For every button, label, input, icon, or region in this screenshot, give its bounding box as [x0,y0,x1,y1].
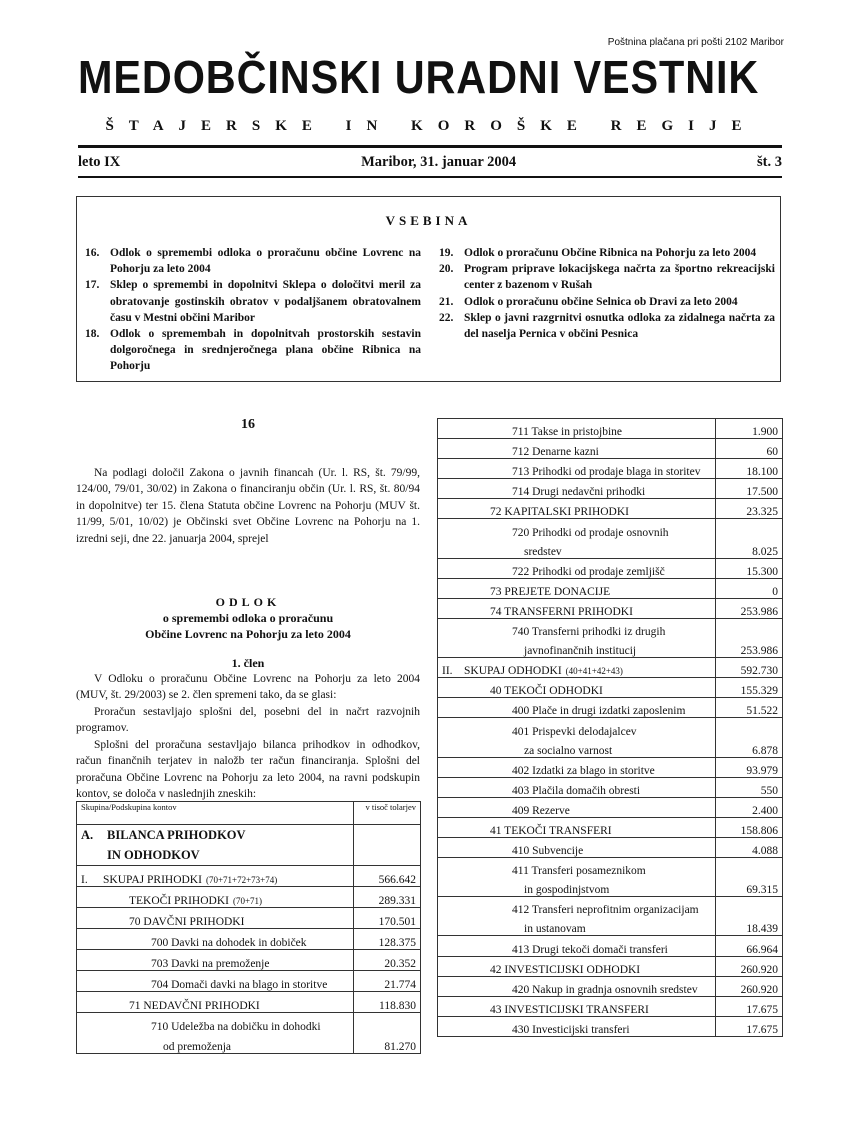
paragraph-3: Splošni del proračuna sestavljajo bilanca prihodkov in odhodkov, račun finančnih terjatev in naložb ter račun financiranja. Splošni del proračuna Občine Lovrenc na Pohorju za leto 2004, na ravni podskupin kontov, se določa v naslednjih zneskih: [76,739,420,801]
row-label-text: sredstev [524,545,562,558]
table-row [438,658,783,678]
row-value: 253.986 [716,638,783,658]
row-label [464,996,716,1016]
table-of-contents [76,196,781,382]
row-label [464,618,716,638]
row-formula: (70+71) [232,896,263,906]
paragraph-1: V Odloku o proračunu Občine Lovrenc na Pohorju za leto 2004 (MUV, št. 29/2003) se 2. člen spremeni tako, da se glasi: [76,673,420,702]
row-label-text: 410 Subvencije [512,845,584,858]
row-number [438,698,465,718]
row-label [103,929,354,950]
table-row [438,858,783,878]
table-row [77,1033,421,1054]
row-value: 15.300 [716,558,783,578]
row-label-text: 722 Prihodki od prodaje zemljišč [512,565,665,578]
table-row [438,976,783,996]
row-label [464,519,716,539]
table-row [438,598,783,618]
table-row [438,738,783,758]
row-formula: (70+71+72+73+74) [205,875,278,885]
table-row [438,558,783,578]
row-label [464,976,716,996]
table-row [438,718,783,738]
row-label [103,971,354,992]
row-label [464,837,716,857]
row-label [464,439,716,459]
table-row [438,777,783,797]
row-number [438,858,465,878]
issue-line [78,154,782,171]
table-row [438,499,783,519]
table-row [77,950,421,971]
row-number [438,558,465,578]
row-value: 118.830 [354,992,421,1013]
row-value: 260.920 [716,976,783,996]
row-label [103,950,354,971]
table-row [77,887,421,908]
row-value [354,1013,421,1034]
toc-item [439,245,775,261]
row-number [438,419,465,439]
row-label [464,598,716,618]
row-number [438,638,465,658]
row-label [464,877,716,897]
row-value: 51.522 [716,698,783,718]
row-number [438,916,465,936]
row-label-text: 402 Izdatki za blago in storitve [512,764,655,777]
row-label-text: 401 Prispevki delodajalcev [512,725,637,738]
row-label [464,797,716,817]
row-value [716,858,783,878]
row-number [77,1033,104,1054]
row-value: 289.331 [354,887,421,908]
row-label-text: 714 Drugi nedavčni prihodki [512,486,646,499]
row-value: 158.806 [716,817,783,837]
toc-item-number: 18. [85,328,100,341]
preamble: Na podlagi določil Zakona o javnih financah (Ur. l. RS, št. 79/99, 124/00, 79/01, 30/02) in Zakona o financiranju občin (Ur. l. RS, št. 80/94 in dopolnitve) ter 15. člena Statuta občine Lovrenc na Pohorju (MUV št. 11/99, 5/01, 10/02) je Občinski svet Občine Lovrenc na Pohorju na 1. izredni seji, dne 22. januarja 2004, sprejel [76,467,420,545]
row-value: 550 [716,777,783,797]
row-value: 1.900 [716,419,783,439]
row-label [464,916,716,936]
doc-subtitle-1: o spremembi odloka o proračunu [162,611,334,625]
table-row [438,916,783,936]
row-label [464,956,716,976]
row-label-text: 703 Davki na premoženje [151,958,270,970]
row-formula: (40+41+42+43) [565,666,623,677]
header-rule-top [78,145,782,148]
table-row [438,1016,783,1036]
toc-item [439,310,775,342]
row-label-text: 74 TRANSFERNI PRIHODKI [490,605,633,618]
toc-item-text: Odlok o spremembah in dopolnitvah prostorskih sestavin dolgoročnega in srednjeročnega plana občine Ribnica na Pohorju [110,328,421,373]
row-value: 17.675 [716,1016,783,1036]
table-row [438,936,783,956]
row-number [438,956,465,976]
row-number [438,897,465,917]
row-number [438,877,465,897]
table-header-row [77,802,421,825]
row-number [438,837,465,857]
row-value: 0 [716,578,783,598]
row-label [464,578,716,598]
table-row [438,996,783,1016]
row-label [464,678,716,698]
row-label [464,858,716,878]
issue-number: št. 3 [757,154,782,170]
row-value: 20.352 [354,950,421,971]
row-number [438,797,465,817]
row-label-text: 700 Davki na dohodek in dobiček [151,937,307,949]
row-label-text: 430 Investicijski transferi [512,1023,630,1036]
row-value: 66.964 [716,936,783,956]
row-label [464,1016,716,1036]
doc-title: ODLOK [215,595,281,609]
row-label-text: SKUPAJ PRIHODKI [103,874,202,886]
row-label-text: 413 Drugi tekoči domači transferi [512,943,668,956]
col-header: Skupina/Podskupina kontov [77,802,354,825]
row-label-text: SKUPAJ ODHODKI [464,665,562,678]
row-value: 81.270 [354,1033,421,1054]
row-label-text: 411 Transferi posameznikom [512,865,646,878]
paragraph-2: Proračun sestavljajo splošni del, posebni del in načrt razvojnih programov. [76,706,420,735]
row-label-text: od premoženja [163,1041,232,1053]
row-value: 93.979 [716,757,783,777]
row-label [464,738,716,758]
row-label-text: 713 Prihodki od prodaje blaga in storitev [512,466,701,479]
row-label-text: 41 TEKOČI TRANSFERI [490,824,612,837]
table-row [438,459,783,479]
row-label [103,1013,354,1034]
col-unit: v tisoč tolarjev [354,802,421,825]
row-value: 170.501 [354,908,421,929]
table-row [77,971,421,992]
table-row [438,479,783,499]
row-value: 17.500 [716,479,783,499]
table-row [438,439,783,459]
table-row [438,539,783,559]
section-title [103,825,354,866]
row-label [464,658,716,678]
row-value: 69.315 [716,877,783,897]
row-number: I. [77,866,104,887]
table-row [438,877,783,897]
row-number [438,479,465,499]
row-value [716,519,783,539]
row-number [438,499,465,519]
row-value: 260.920 [716,956,783,976]
section-title-line-1: BILANCA PRIHODKOV [107,828,246,842]
row-value: 8.025 [716,539,783,559]
row-label-text: 712 Denarne kazni [512,446,599,459]
article-number: 16 [241,417,255,432]
table-row [438,618,783,638]
toc-item-text: Odlok o proračunu občine Selnica ob Dravi za leto 2004 [464,295,738,308]
row-number [438,777,465,797]
row-label-text: za socialno varnost [524,744,613,757]
row-label-text: 420 Nakup in gradnja osnovnih sredstev [512,983,698,996]
budget-table-left [76,801,421,1054]
row-label-text: 412 Transferi neprofitnim organizacijam [512,904,699,917]
row-number [438,539,465,559]
place-date: Maribor, 31. januar 2004 [361,154,517,170]
row-number [77,1013,104,1034]
toc-item-number: 21. [439,295,454,308]
row-number [77,908,104,929]
toc-item [439,261,775,293]
row-value: 18.439 [716,916,783,936]
row-label-text: 740 Transferni prihodki iz drugih [512,626,666,639]
row-label-text: 43 INVESTICIJSKI TRANSFERI [490,1003,649,1016]
row-label [464,817,716,837]
table-row [438,817,783,837]
row-value: 17.675 [716,996,783,1016]
toc-item-number: 16. [85,247,100,259]
table-row [438,956,783,976]
row-value: 4.088 [716,837,783,857]
row-label [464,777,716,797]
table-row [438,678,783,698]
row-label [103,908,354,929]
row-label-text: 72 KAPITALSKI PRIHODKI [490,506,629,519]
row-label [103,992,354,1013]
row-value: 21.774 [354,971,421,992]
row-number [438,439,465,459]
row-label [103,887,354,908]
row-label-text: TEKOČI PRIHODKI [129,895,229,907]
row-value [716,897,783,917]
row-number [438,519,465,539]
row-value: 566.642 [354,866,421,887]
row-label [103,866,354,887]
table-row [438,837,783,857]
header-rule-bottom [78,176,782,178]
row-value: 592.730 [716,658,783,678]
row-label-text: 711 Takse in pristojbine [512,426,623,439]
row-number [438,618,465,638]
toc-item-text: Odlok o spremembi odloka o proračunu občine Lovrenc na Pohorju za leto 2004 [110,247,421,276]
toc-item-number: 17. [85,279,100,292]
table-row [438,578,783,598]
section-row [77,825,421,866]
toc-left-column [85,245,421,375]
row-label [464,698,716,718]
table-row [77,866,421,887]
row-label [464,936,716,956]
table-row [77,992,421,1013]
toc-right-column [439,245,775,342]
toc-item-number: 20. [439,263,454,276]
year: leto IX [78,154,121,170]
toc-title: VSEBINA [385,213,472,228]
row-number [438,678,465,698]
row-number [438,817,465,837]
row-label [464,558,716,578]
section-title-line-2: IN ODHODKOV [107,848,200,862]
table-row [438,419,783,439]
row-number [438,1016,465,1036]
row-label [464,638,716,658]
row-value: 60 [716,439,783,459]
row-label-text: 720 Prihodki od prodaje osnovnih [512,526,669,539]
row-label-text: 710 Udeležba na dobičku in dohodki [151,1021,321,1033]
row-label-text: in ustanovam [524,923,586,936]
row-value [716,718,783,738]
row-value: 253.986 [716,598,783,618]
row-label [464,539,716,559]
row-number [438,996,465,1016]
row-label [464,718,716,738]
row-label-text: 71 NEDAVČNI PRIHODKI [129,1000,260,1012]
row-value: 23.325 [716,499,783,519]
row-number [438,459,465,479]
section-letter: A. [77,825,104,866]
toc-item-text: Odlok o proračunu Občine Ribnica na Pohorju za leto 2004 [464,247,757,259]
row-label-text: in gospodinjstvom [524,884,610,897]
row-label-text: 704 Domači davki na blago in storitve [151,979,328,991]
row-value: 18.100 [716,459,783,479]
row-label [103,1033,354,1054]
row-label-text: javnofinančnih institucij [524,645,637,658]
row-value: 155.329 [716,678,783,698]
doc-subtitle-2: Občine Lovrenc na Pohorju za leto 2004 [145,627,351,641]
row-label-text: 40 TEKOČI ODHODKI [490,685,603,698]
toc-item-text: Program priprave lokacijskega načrta za športno rekreacijski center z bazenom v Rušah [464,263,775,292]
row-number [77,887,104,908]
table-row [438,638,783,658]
row-number [77,971,104,992]
toc-item [85,326,421,375]
toc-item-text: Sklep o javni razgrnitvi osnutka odloka za zidalnega načrta za del naselja Pernica v občini Pesnica [464,311,775,341]
row-label-text: 70 DAVČNI PRIHODKI [129,916,245,928]
row-label-text: 73 PREJETE DONACIJE [490,585,611,598]
row-number [77,929,104,950]
row-value: 2.400 [716,797,783,817]
row-number [77,992,104,1013]
row-label-text: 42 INVESTICIJSKI ODHODKI [490,963,641,976]
row-number [438,976,465,996]
table-row [77,908,421,929]
row-number [438,738,465,758]
toc-item [85,245,421,277]
row-label [464,479,716,499]
table-row [438,797,783,817]
toc-item-number: 19. [439,247,454,259]
row-label [464,459,716,479]
row-number [438,757,465,777]
row-label-text: 403 Plačila domačih obresti [512,784,641,797]
row-value: 128.375 [354,929,421,950]
toc-item [439,294,775,310]
table-row [438,757,783,777]
row-number [438,578,465,598]
row-label-text: 400 Plače in drugi izdatki zaposlenim [512,705,686,718]
budget-table-right [437,418,783,1037]
row-number [77,950,104,971]
region-subtitle: ŠTAJERSKE IN KOROŠKE REGIJE [105,118,757,134]
table-row [77,929,421,950]
toc-item [85,277,421,326]
row-number [438,598,465,618]
toc-item-number: 22. [439,311,454,324]
section-value [354,825,421,866]
postal-note: Poštnina plačana pri pošti 2102 Maribor [607,37,784,48]
table-row [77,1013,421,1034]
row-value [716,618,783,638]
table-row [438,897,783,917]
row-value: 6.878 [716,738,783,758]
masthead-title: MEDOBČINSKI URADNI VESTNIK [78,51,760,103]
toc-item-text: Sklep o spremembi in dopolnitvi Sklepa o določitvi meril za obratovanje gostinskih obratov v podaljšanem obratovalnem času v Mestni občini Maribor [110,279,421,324]
table-row [438,519,783,539]
row-label-text: 409 Rezerve [512,804,570,817]
row-label [464,419,716,439]
row-number: II. [438,658,465,678]
row-label [464,897,716,917]
row-label [464,757,716,777]
clen-heading: 1. člen [231,656,265,670]
row-label [464,499,716,519]
row-number [438,718,465,738]
table-row [438,698,783,718]
row-number [438,936,465,956]
